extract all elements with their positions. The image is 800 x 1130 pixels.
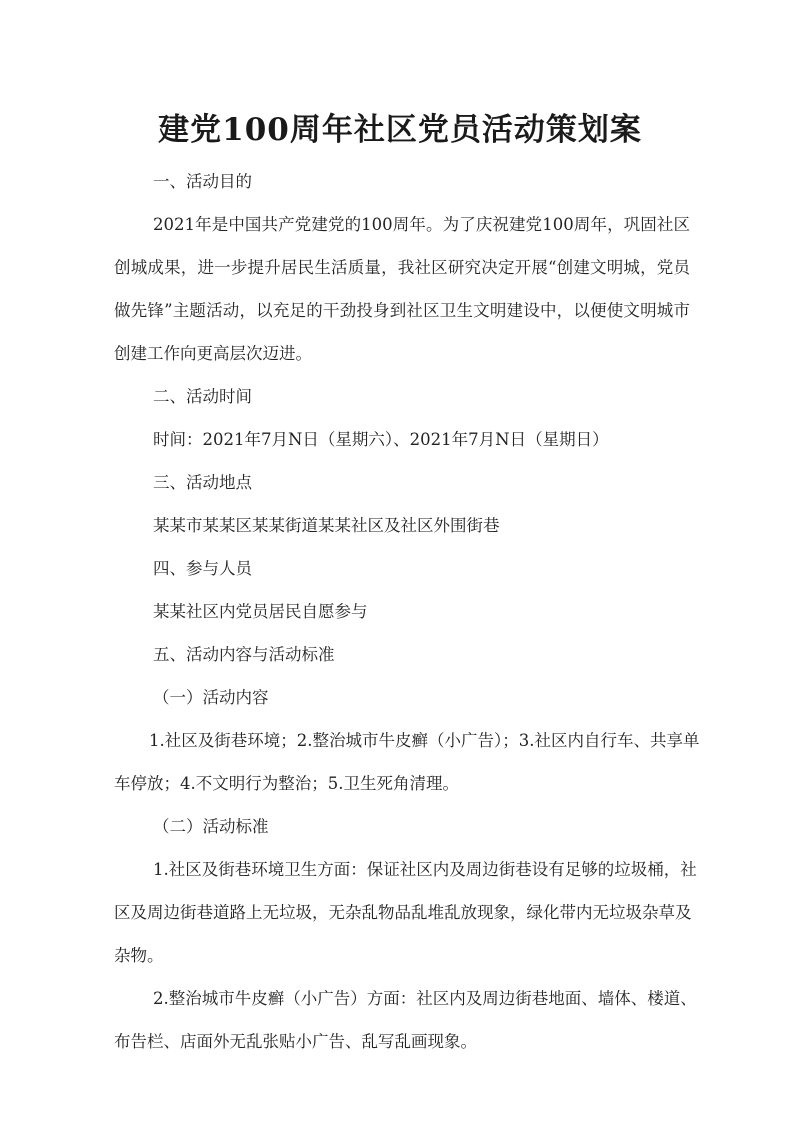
subheading-content: （一）活动内容 xyxy=(153,688,269,707)
activity-time-text: 时间：2021年7月N日（星期六）、2021年7月N日（星期日） xyxy=(153,430,609,449)
section-heading-participants: 四、参与人员 xyxy=(153,559,252,578)
paragraph-line: 2.整治城市牛皮癣（小广告）方面：社区内及周边街巷地面、墙体、楼道、 xyxy=(153,989,697,1008)
section-heading-time: 二、活动时间 xyxy=(153,387,252,406)
participants-text: 某某社区内党员居民自愿参与 xyxy=(153,602,368,621)
activity-location-text: 某某市某某区某某街道某某社区及社区外围街巷 xyxy=(153,516,500,535)
section-heading-purpose: 一、活动目的 xyxy=(153,172,252,191)
paragraph-line: 1.社区及街巷环境；2.整治城市牛皮癣（小广告）；3.社区内自行车、共享单 xyxy=(149,731,700,750)
document-title: 建党100周年社区党员活动策划案 xyxy=(158,112,642,148)
paragraph-line: 布告栏、店面外无乱张贴小广告、乱写乱画现象。 xyxy=(114,1032,477,1051)
paragraph-line: 创建工作向更高层次迈进。 xyxy=(114,344,312,363)
paragraph-line: 创城成果，进一步提升居民生活质量，我社区研究决定开展“创建文明城，党员 xyxy=(114,258,690,277)
paragraph-line: 1.社区及街巷环境卫生方面：保证社区内及周边街巷设有足够的垃圾桶，社 xyxy=(153,860,697,879)
paragraph-line: 车停放；4.不文明行为整治；5.卫生死角清理。 xyxy=(114,774,459,793)
subheading-standards: （二）活动标准 xyxy=(153,817,269,836)
paragraph-line: 做先锋”主题活动，以充足的干劲投身到社区卫生文明建设中，以便使文明城市 xyxy=(114,301,690,320)
paragraph-line: 2021年是中国共产党建党的100周年。为了庆祝建党100周年，巩固社区 xyxy=(153,215,690,234)
section-heading-location: 三、活动地点 xyxy=(153,473,252,492)
section-heading-content-standards: 五、活动内容与活动标准 xyxy=(153,645,335,664)
paragraph-line: 区及周边街巷道路上无垃圾，无杂乱物品乱堆乱放现象，绿化带内无垃圾杂草及 xyxy=(114,903,692,922)
paragraph-line: 杂物。 xyxy=(114,946,164,965)
